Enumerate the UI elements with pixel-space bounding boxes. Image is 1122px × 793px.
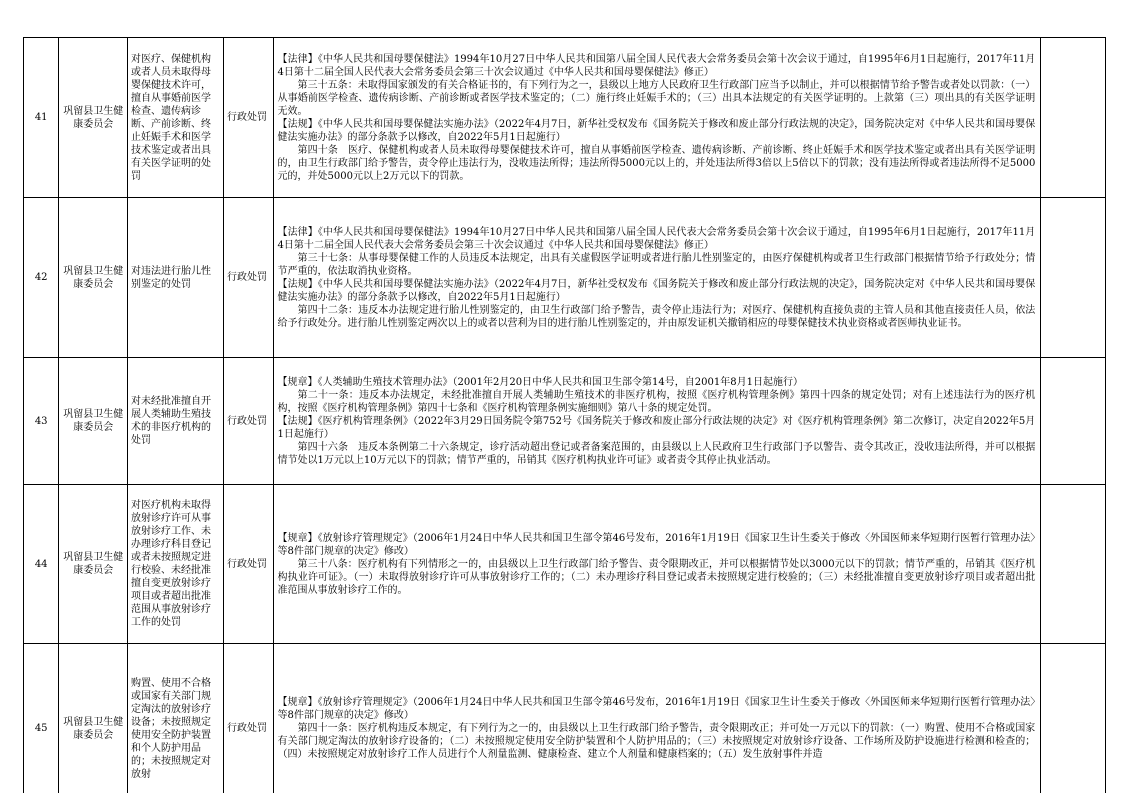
row-number: 41	[24, 38, 59, 198]
basis-article: 第四十二条：违反本办法规定进行胎儿性别鉴定的，由卫生行政部门给予警告，责令停止违法行为；对医疗、保健机构直接负责的主管人员和其他直接责任人员，依法给予行政处分。进行胎儿性别鉴定两次以上的或者以营利为目的进行胎儿性别鉴定的，并由原发证机关撤销相应的母婴保健技术执业资格或者医师执业证书。	[277, 304, 1036, 329]
row-number: 44	[24, 485, 59, 644]
penalty-table	[23, 37, 1106, 793]
penalty-type: 行政处罚	[224, 38, 274, 198]
basis-article: 第四十六条 违反本条例第二十六条规定，诊疗活动超出登记或者备案范围的，由县级以上人民政府卫生行政部门予以警告、责令其改正，没收违法所得，并可以根据情节处以1万元以上10万元以下的罚款；情节严重的，吊销其《医疗机构执业许可证》或者责令其停止执业活动。	[277, 441, 1036, 466]
table-row	[24, 485, 1106, 644]
basis-rule: 【规章】《放射诊疗管理规定》（2006年1月24日中华人民共和国卫生部令第46号发布，2016年1月19日《国家卫生计生委关于修改〈外国医师来华短期行医暂行管理办法〉等8件部门规章的决定》修改）	[277, 532, 1036, 557]
row-number: 45	[24, 644, 59, 793]
remarks-cell	[1041, 644, 1106, 793]
penalty-type: 行政处罚	[224, 644, 274, 793]
basis-article: 第四十条 医疗、保健机构或者人员未取得母婴保健技术许可，擅自从事婚前医学检查、遗传病诊断、产前诊断、终止妊娠手术和医学技术鉴定或者出具有关医学证明的，由卫生行政部门给予警告，责令停止违法行为，没收违法所得；违法所得5000元以上的，并处违法所得3倍以上5倍以下的罚款；没有违法所得或者违法所得不足5000元的，并处5000元以上2万元以下的罚款。	[277, 144, 1036, 182]
penalty-item: 购置、使用不合格或国家有关部门规定淘汰的放射诊疗设备；未按照规定使用安全防护装置和个人防护用品的；未按照规定对放射	[128, 644, 224, 793]
department-name: 巩留县卫生健康委员会	[59, 644, 128, 793]
remarks-cell	[1041, 38, 1106, 198]
department-name: 巩留县卫生健康委员会	[59, 485, 128, 644]
penalty-type: 行政处罚	[224, 198, 274, 358]
department-name: 巩留县卫生健康委员会	[59, 198, 128, 358]
legal-basis	[273, 485, 1041, 644]
penalty-type: 行政处罚	[224, 485, 274, 644]
basis-article: 第三十八条：医疗机构有下列情形之一的，由县级以上卫生行政部门给予警告、责令限期改正，并可以根据情节处以3000元以下的罚款；情节严重的，吊销其《医疗机构执业许可证》。（一）未取得放射诊疗许可从事放射诊疗工作的；（二）未办理诊疗科目登记或者未按照规定进行校验的；（三）未经批准擅自变更放射诊疗项目或者超出批准范围从事放射诊疗工作的。	[277, 558, 1036, 596]
basis-rule: 【规章】《放射诊疗管理规定》（2006年1月24日中华人民共和国卫生部令第46号发布，2016年1月19日《国家卫生计生委关于修改〈外国医师来华短期行医暂行管理办法〉等8件部门规章的决定》修改）	[277, 697, 1036, 721]
basis-article: 第三十五条：未取得国家颁发的有关合格证书的，有下列行为之一，县级以上地方人民政府卫生行政部门应当予以制止，并可以根据情节给予警告或者处以罚款：（一）从事婚前医学检查、遗传病诊断、产前诊断或者医学技术鉴定的；（二）施行终止妊娠手术的；（三）出具本法规定的有关医学证明的。上款第（三）项出具的有关医学证明无效。	[277, 79, 1036, 117]
department-name: 巩留县卫生健康委员会	[59, 38, 128, 198]
table-row	[24, 644, 1106, 793]
basis-rule: 【规章】《人类辅助生殖技术管理办法》（2001年2月20日中华人民共和国卫生部令第14号，自2001年8月1日起施行）	[277, 376, 803, 388]
penalty-item: 对医疗机构未取得放射诊疗许可从事放射诊疗工作、未办理诊疗科目登记或者未按照规定进行校验、未经批准擅自变更放射诊疗项目或者超出批准范围从事放射诊疗工作的处罚	[128, 485, 224, 644]
basis-article: 第三十七条：从事母婴保健工作的人员违反本法规定，出具有关虚假医学证明或者进行胎儿性别鉴定的，由医疗保健机构或者卫生行政部门根据情节给予行政处分；情节严重的，依法取消执业资格。	[277, 252, 1036, 277]
basis-law: 【法律】《中华人民共和国母婴保健法》1994年10月27日中华人民共和国第八届全国人民代表大会常务委员会第十次会议于通过，自1995年6月1日起施行，2017年11月4日第十二届全国人民代表大会常务委员会第三十次会议通过《中华人民共和国母婴保健法》修正）	[277, 53, 1036, 78]
table-row	[24, 358, 1106, 485]
basis-regulation: 【法规】《医疗机构管理条例》（2022年3月29日国务院令第752号《国务院关于修改和废止部分行政法规的决定》对《医疗机构管理条例》第二次修订，决定自2022年5月1日起施行）	[277, 415, 1036, 440]
legal-basis	[273, 358, 1041, 485]
penalty-item: 对违法进行胎儿性别鉴定的处罚	[128, 198, 224, 358]
basis-article: 第四十一条：医疗机构违反本规定，有下列行为之一的，由县级以上卫生行政部门给予警告，责令限期改正；并可处一万元以下的罚款：（一）购置、使用不合格或国家有关部门规定淘汰的放射诊疗设备的；（二）未按照规定使用安全防护装置和个人防护用品的；（三）未按照规定对放射诊疗设备、工作场所及防护设施进行检测和检查的；（四）未按照规定对放射诊疗工作人员进行个人剂量监测、健康检查、建立个人剂量和健康档案的；（五）发生放射事件并造	[277, 723, 1036, 760]
basis-regulation: 【法规】《中华人民共和国母婴保健法实施办法》（2022年4月7日，新华社受权发布《国务院关于修改和废止部分行政法规的决定》，国务院决定对《中华人民共和国母婴保健法实施办法》的部分条款予以修改，自2022年5月1日起施行）	[277, 118, 1036, 143]
legal-basis	[273, 38, 1041, 198]
penalty-item: 对医疗、保健机构或者人员未取得母婴保健技术许可，擅自从事婚前医学检查、遗传病诊断、产前诊断、终止妊娠手术和医学技术鉴定或者出具有关医学证明的处罚	[128, 38, 224, 198]
basis-law: 【法律】《中华人民共和国母婴保健法》1994年10月27日中华人民共和国第八届全国人民代表大会常务委员会第十次会议于通过，自1995年6月1日起施行，2017年11月4日第十二届全国人民代表大会常务委员会第三十次会议通过《中华人民共和国母婴保健法》修正）	[277, 226, 1036, 251]
penalty-type: 行政处罚	[224, 358, 274, 485]
row-number: 42	[24, 198, 59, 358]
table-row	[24, 198, 1106, 358]
basis-article: 第二十一条：违反本办法规定，未经批准擅自开展人类辅助生殖技术的非医疗机构，按照《医疗机构管理条例》第四十四条的规定处罚；对有上述违法行为的医疗机构，按照《医疗机构管理条例》第四十七条和《医疗机构管理条例实施细则》第八十条的规定处罚。	[277, 389, 1036, 414]
remarks-cell	[1041, 485, 1106, 644]
row-number: 43	[24, 358, 59, 485]
department-name: 巩留县卫生健康委员会	[59, 358, 128, 485]
penalty-table-sheet	[23, 37, 1106, 793]
penalty-item: 对未经批准擅自开展人类辅助生殖技术的非医疗机构的处罚	[128, 358, 224, 485]
legal-basis	[273, 644, 1041, 793]
remarks-cell	[1041, 358, 1106, 485]
remarks-cell	[1041, 198, 1106, 358]
legal-basis	[273, 198, 1041, 358]
table-row	[24, 38, 1106, 198]
basis-regulation: 【法规】《中华人民共和国母婴保健法实施办法》（2022年4月7日，新华社受权发布《国务院关于修改和废止部分行政法规的决定》，国务院决定对《中华人民共和国母婴保健法实施办法》的部分条款予以修改，自2022年5月1日起施行）	[277, 278, 1036, 303]
